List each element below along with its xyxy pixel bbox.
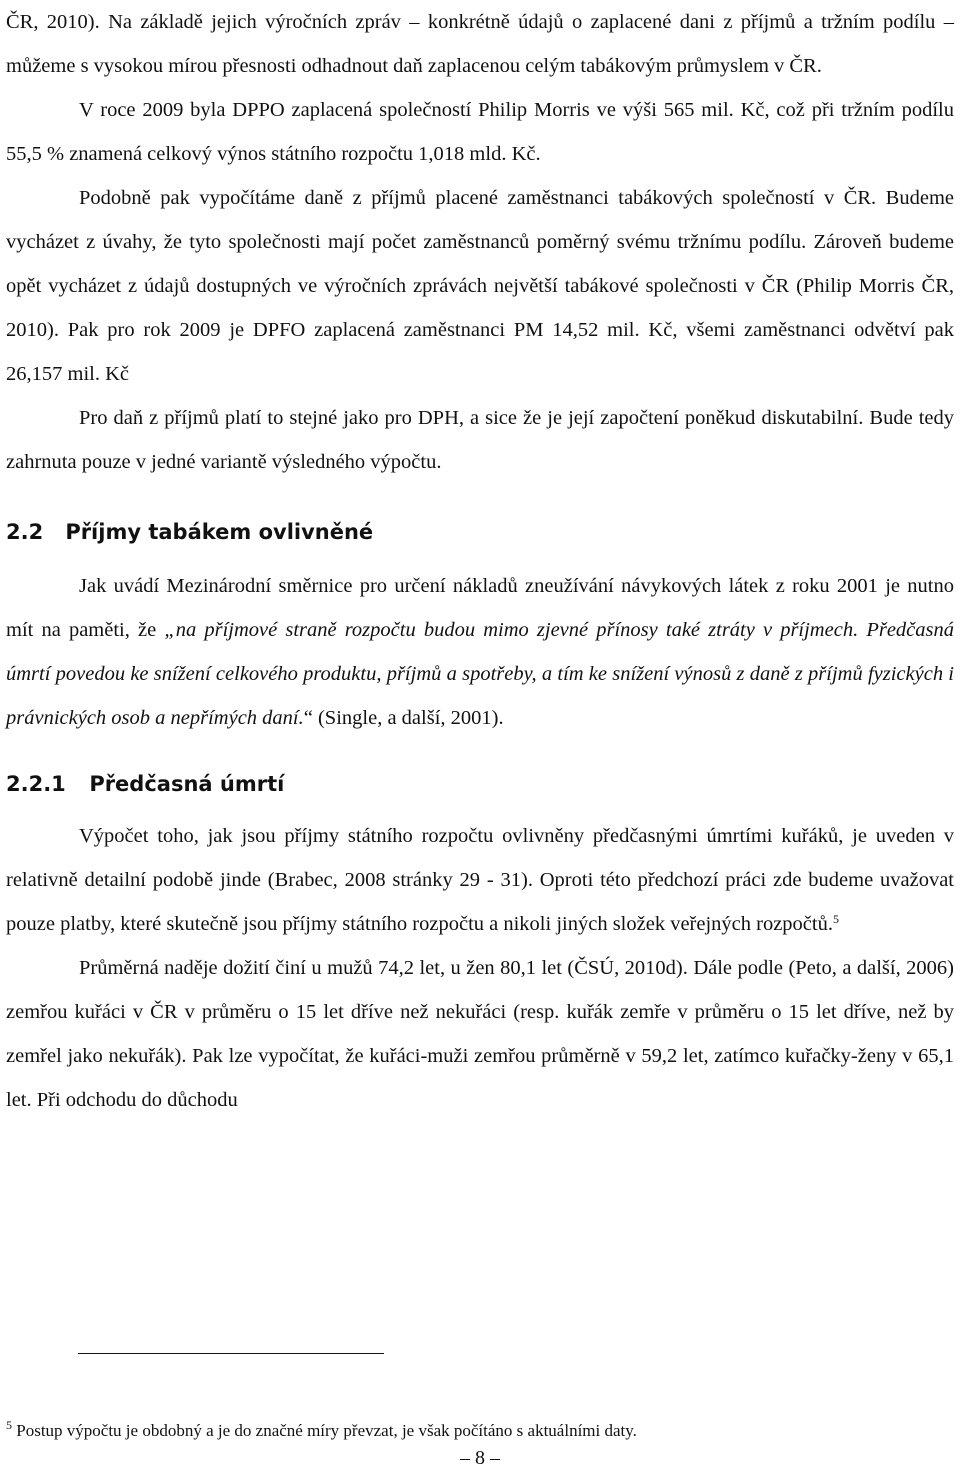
paragraph-employee-income-tax: Podobně pak vypočítáme daně z příjmů placené zaměstnanci tabákových společností v ČR. Budeme vycházet z úvahy, že tyto společnosti mají počet zaměstnanců poměrný svému tržnímu podílu. Zároveň budeme opět vycházet z údajů dostupných ve výročních zprávách největší tabákové společnosti v ČR (Philip Morris ČR, 2010). Pak pro rok 2009 je DPFO zaplacená zaměstnanci PM 14,52 mil. Kč, všemi zaměstnanci odvětví pak 26,157 mil. Kč: [6, 187, 954, 385]
footnote-text: Postup výpočtu je obdobný a je do značné míry převzat, je však počítáno s aktuálními daty.: [16, 1421, 637, 1440]
paragraph-international-guidelines: [6, 564, 954, 740]
section-heading-2-2: [6, 520, 954, 544]
footnote-reference[interactable]: 5: [832, 912, 839, 926]
paragraph-income-tax-note: Pro daň z příjmů platí to stejné jako pro DPH, a sice že je její započtení poněkud diskutabilní. Bude tedy zahrnuta pouze v jedné variantě výsledného výpočtu.: [6, 407, 954, 473]
footnote-marker: 5: [6, 1418, 12, 1432]
paragraph-philip-morris-dppo: V roce 2009 byla DPPO zaplacená společností Philip Morris ve výši 565 mil. Kč, což při tržním podílu 55,5 % znamená celkový výnos státního rozpočtu 1,018 mld. Kč.: [6, 99, 954, 165]
quote-text: „na příjmové straně rozpočtu budou mimo zjevné přínosy také ztráty v příjmech. Předčasná úmrtí povedou ke snížení celkového produktu, příjmů a spotřeby, a tím ke snížení výnosů z daně z příjmů fyzických i právnických osob a nepřímých daní.: [6, 619, 954, 729]
section-number: 2.2: [6, 520, 44, 544]
quote-intro: Jak uvádí Mezinárodní směrnice pro určení nákladů zneužívání návykových látek z roku 2001 je nutno mít na paměti, že: [6, 575, 954, 641]
paragraph-life-expectancy: Průměrná naděje dožití činí u mužů 74,2 let, u žen 80,1 let (ČSÚ, 2010d). Dále podle (Peto, a další, 2006) zemřou kuřáci v ČR v průměru o 15 let dříve než nekuřáci (resp. kuřák zemře v průměru o 15 let dříve, než by zemřel jako nekuřák). Pak lze vypočítat, že kuřáci-muži zemřou průměrně v 59,2 let, zatímco kuřačky-ženy v 65,1 let. Při odchodu do důchodu: [6, 957, 954, 1111]
subsection-title: Předčasná úmrtí: [89, 772, 285, 796]
footnote-separator: [78, 1353, 384, 1354]
section-title: Příjmy tabákem ovlivněné: [65, 520, 374, 544]
page-number: – 8 –: [460, 1447, 500, 1469]
document-page: [6, 0, 954, 1122]
quote-citation: “ (Single, a další, 2001).: [303, 707, 504, 729]
footnote: [6, 1420, 954, 1442]
paragraph-premature-deaths-calc: [6, 814, 954, 946]
paragraph-continuation: ČR, 2010). Na základě jejich výročních zpráv – konkrétně údajů o zaplacené dani z příjmů a tržním podílu – můžeme s vysokou mírou přesnosti odhadnout daň zaplacenou celým tabákovým průmyslem v ČR.: [6, 11, 954, 77]
calc-text: Výpočet toho, jak jsou příjmy státního rozpočtu ovlivněny předčasnými úmrtími kuřáků, je uveden v relativně detailní podobě jinde (Brabec, 2008 stránky 29 - 31). Oproti této předchozí práci zde budeme uvažovat pouze platby, které skutečně jsou příjmy státního rozpočtu a nikoli jiných složek veřejných rozpočtů.: [6, 825, 954, 935]
section-heading-2-2-1: [6, 772, 954, 796]
subsection-number: 2.2.1: [6, 772, 66, 796]
